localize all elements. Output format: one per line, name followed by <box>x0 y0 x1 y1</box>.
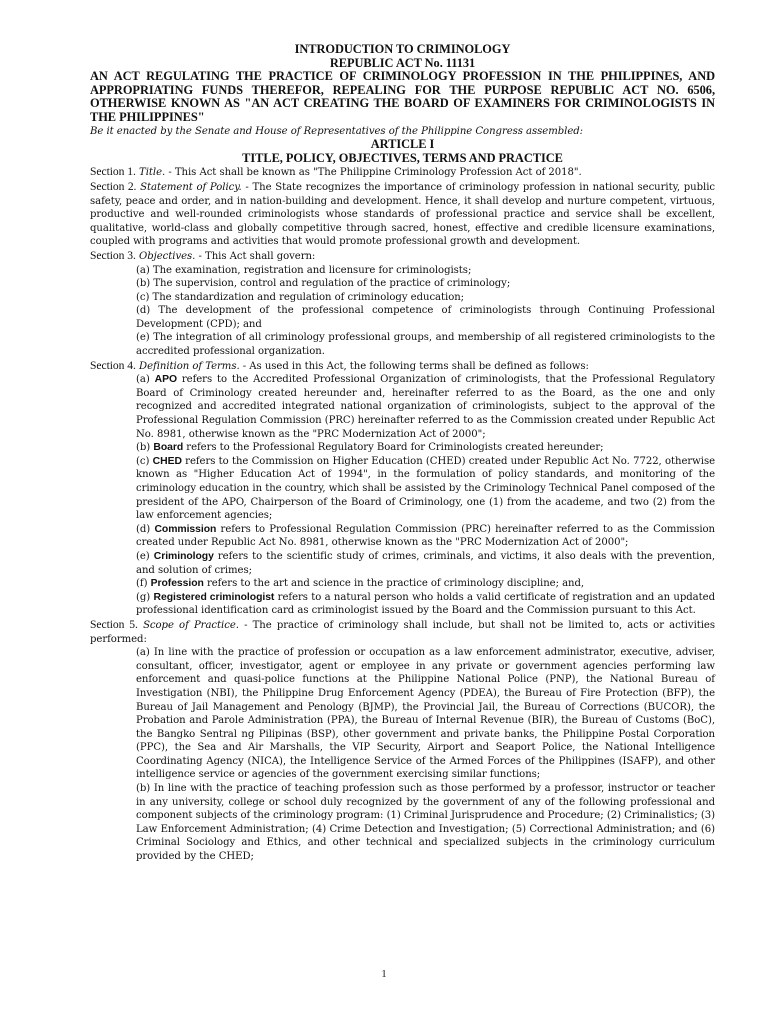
definition-item <box>90 577 715 591</box>
defined-term: Criminology <box>153 550 214 562</box>
definition-text: refers to a natural person who holds a valid certificate of registration and an updated professional identification card as criminologist issued by the Board and the Commission pursuant to this Act. <box>136 591 715 617</box>
article-title: TITLE, POLICY, OBJECTIVES, TERMS AND PRACTICE <box>242 150 563 165</box>
section-text: - This Act shall govern: <box>195 250 316 262</box>
section-title: Objectives. <box>139 250 196 262</box>
definition-item <box>90 441 715 455</box>
section-3 <box>90 249 715 264</box>
objective-item: (c) The standardization and regulation of criminology education; <box>136 291 465 303</box>
defined-term: APO <box>154 374 177 386</box>
defined-term: Registered criminologist <box>153 591 275 603</box>
scope-item: (a) In line with the practice of profession or occupation as a law enforcement administrator, executive, adviser, consultant, officer, investigator, agent or employee in any private or government agencies performing law enforcement and quasi-police functions at the Philippine National Police (PNP), the National Bureau of Investigation (NBI), the Philippine Drug Enforcement Agency (PDEA), the Bureau of Fire Protection (BFP), the Bureau of Jail Management and Penology (BJMP), the Provincial Jail, the Bureau of Corrections (BUCOR), the Probation and Parole Administration (PPA), the Bureau of Internal Revenue (BIR), the Bureau of Customs (BoC), the Bangko Sentral ng Pilipinas (BSP), other government and private banks, the Philippine Postal Corporation (PPC), the Sea and Air Marshalls, the VIP Security, Airport and Seaport Police, the National Intelligence Coordinating Agency (NICA), the Intelligence Service of the Armed Forces of the Philippines (ISAFP), and other intelligence service or agencies of the government exercising similar functions; <box>136 647 715 781</box>
defined-term: Board <box>153 442 184 454</box>
section-title: Definition of Terms. <box>139 360 240 372</box>
section-2 <box>90 180 715 249</box>
defined-term: Commission <box>154 523 217 535</box>
definition-item <box>90 523 715 550</box>
objective-item: (e) The integration of all criminology professional groups, and membership of all registered criminologists to the accredited professional organization. <box>136 332 715 358</box>
objective-item: (a) The examination, registration and licensure for criminologists; <box>136 264 472 276</box>
item-prefix: (c) <box>136 455 153 467</box>
item-prefix: (a) <box>136 374 155 386</box>
scope-item: (b) In line with the practice of teaching profession such as those performed by a professor, instructor or teacher in any university, college or school duly recognized by the government of any of the following professional and component subjects of the criminology program: (1) Criminal Jurisprudence and Procedure; (2) Criminalistics; (3) Law Enforcement Administration; (4) Crime Detection and Investigation; (5) Correctional Administration; and (6) Criminal Sociology and Ethics, and other technical and specialized subjects in the criminology curriculum provided by the CHED; <box>136 783 715 863</box>
section-title: Statement of Policy. <box>140 181 242 193</box>
definition-text: refers to the scientific study of crimes, criminals, and victims, it also deals with the prevention, and solution of crimes; <box>136 550 715 576</box>
definition-item <box>90 591 715 618</box>
item-prefix: (g) <box>136 591 154 603</box>
section-1 <box>90 165 715 180</box>
section-text: - As used in this Act, the following terms shall be defined as follows: <box>239 360 589 372</box>
definition-item <box>90 455 715 523</box>
defined-term: CHED <box>152 455 182 467</box>
section-text: - This Act shall be known as "The Philippine Criminology Profession Act of 2018". <box>165 167 582 179</box>
section-4 <box>90 359 715 374</box>
definition-text: refers to Professional Regulation Commission (PRC) hereinafter referred to as the Commission created under Republic Act No. 8981, otherwise known as the "PRC Modernization Act of 2000"; <box>136 523 715 549</box>
definition-item <box>90 550 715 577</box>
section-5 <box>90 618 715 646</box>
item-prefix: (b) <box>136 442 154 454</box>
enacting-clause: Be it enacted by the Senate and House of Representatives of the Philippine Congress assembled: <box>90 125 584 137</box>
section-label: Section 2. <box>90 179 137 193</box>
definition-text: refers to the Professional Regulatory Board for Criminologists created hereunder; <box>183 442 604 454</box>
section-label: Section 4. <box>90 358 136 372</box>
section-title: Title. <box>139 167 166 179</box>
defined-term: Profession <box>150 578 204 590</box>
document-page <box>90 43 715 864</box>
section-label: Section 3. <box>90 248 136 262</box>
act-title: AN ACT REGULATING THE PRACTICE OF CRIMINOLOGY PROFESSION IN THE PHILIPPINES, AND APPROPRIATING FUNDS THEREFOR, REPEALING FOR THE PURPOSE REPUBLIC ACT NO. 6506, OTHERWISE KNOWN AS "AN ACT CREATING THE BOARD OF EXAMINERS FOR CRIMINOLOGISTS IN THE PHILIPPINES" <box>90 69 715 124</box>
definition-text: refers to the Accredited Professional Organization of criminologists, that the Professional Regulatory Board of Criminology created hereunder and, hereinafter referred to as the Board, as the one and only recognized and accredited integrated national organization of criminologists, subject to the approval of the Professional Regulation Commission (PRC) hereinafter referred to as the Commission created under Republic Act No. 8981, otherwise known as the "PRC Modernization Act of 2000"; <box>136 374 715 440</box>
item-prefix: (f) <box>136 578 151 590</box>
item-prefix: (d) <box>136 523 155 535</box>
page-number: 1 <box>381 968 387 980</box>
section-text: - The State recognizes the importance of criminology profession in national security, public safety, peace and order, and in nation-building and development. Hence, it shall develop and nurture competent, virtuous, productive and well-rounded criminologists whose standards of professional practice and service shall be excellent, qualitative, world-class and globally competitive through sacred, honest, effective and credible licensure examinations, coupled with programs and activities that would promote professional growth and development. <box>90 181 715 248</box>
definition-item <box>90 373 715 441</box>
act-number: REPUBLIC ACT No. 11131 <box>329 55 476 70</box>
section-title: Scope of Practice. <box>143 619 239 631</box>
section-label: Section 5. <box>90 617 138 631</box>
section-text: - The practice of criminology shall include, but shall not be limited to, acts or activities performed: <box>90 619 715 645</box>
item-prefix: (e) <box>136 550 154 562</box>
course-heading: INTRODUCTION TO CRIMINOLOGY <box>294 42 511 56</box>
definition-text: refers to the Commission on Higher Education (CHED) created under Republic Act No. 7722, otherwise known as "Higher Education Act of 1994", in the formulation of policy standards, and monitoring of the criminology education in the country, which shall be assisted by the Criminology Technical Panel composed of the president of the APO, Chairperson of the Board of Criminology, one (1) from the academe, and two (2) from the law enforcement agencies; <box>136 455 715 522</box>
objective-item: (d) The development of the professional competence of criminologists through Continuing Professional Development (CPD); and <box>136 305 715 330</box>
definition-text: refers to the art and science in the practice of criminology discipline; and, <box>203 578 585 590</box>
section-label: Section 1. <box>90 165 136 179</box>
article-heading: ARTICLE I <box>370 137 435 152</box>
objective-item: (b) The supervision, control and regulation of the practice of criminology; <box>136 278 511 290</box>
